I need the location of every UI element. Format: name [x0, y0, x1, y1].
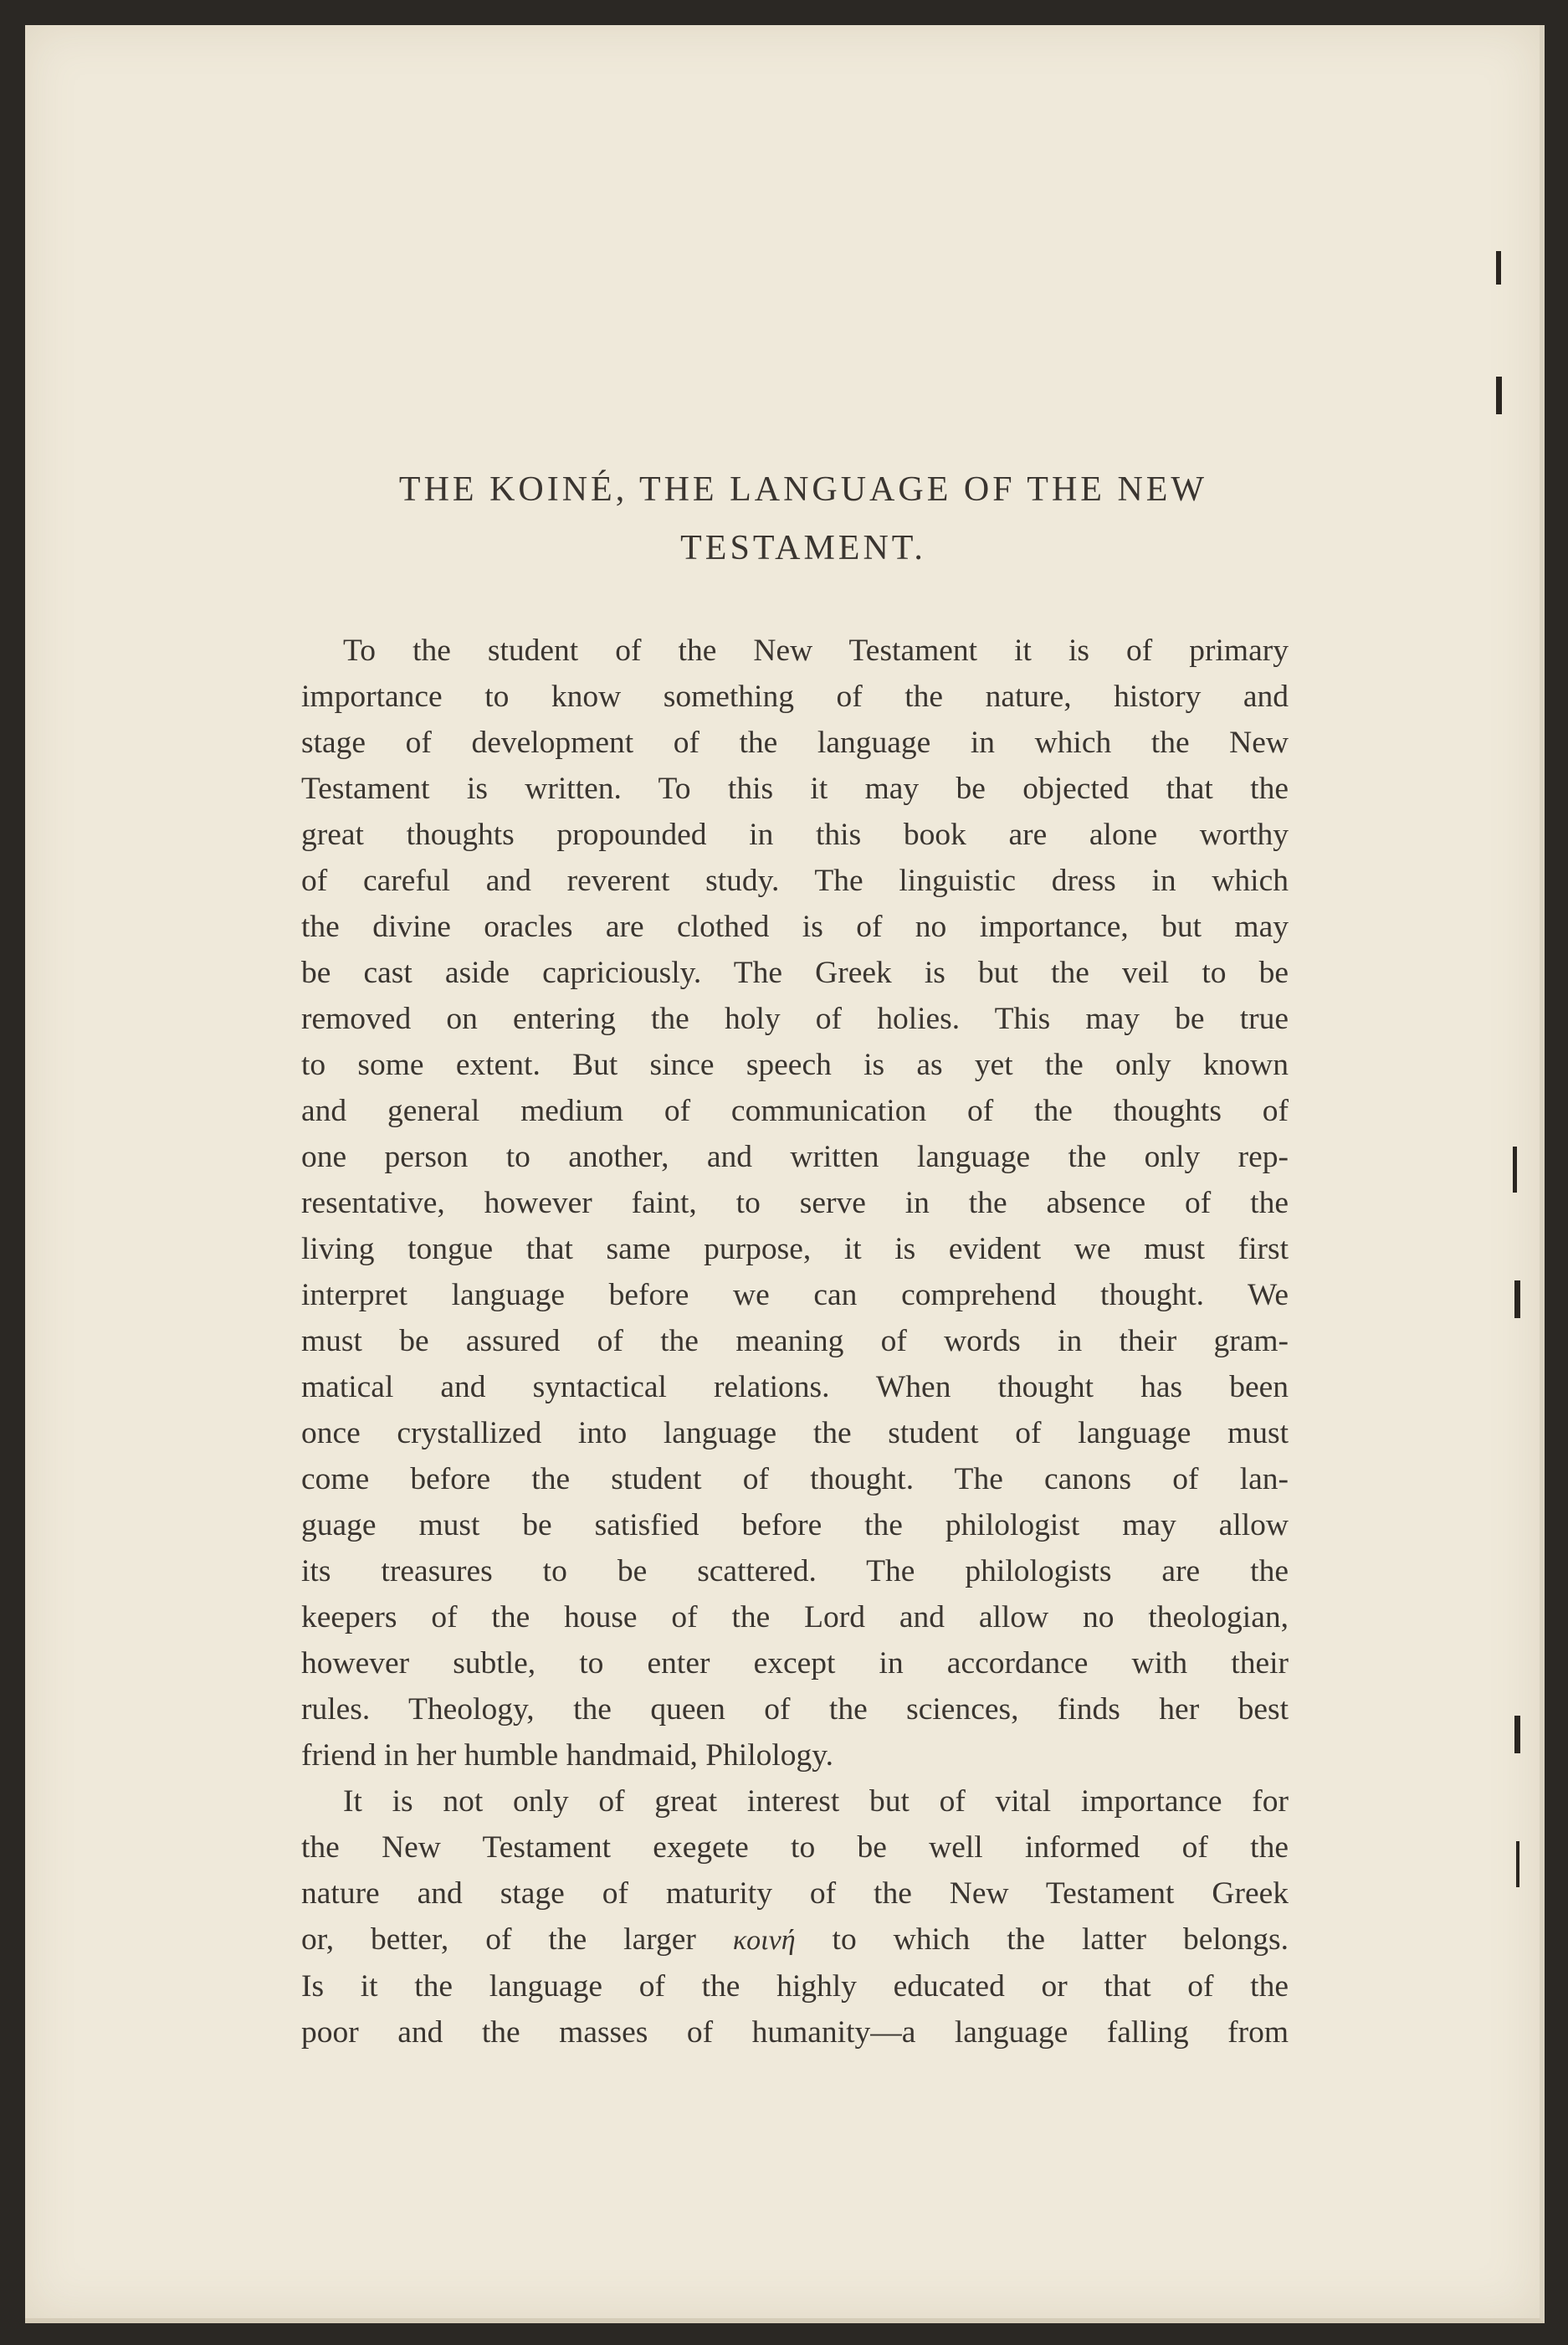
greek-word: κοινή	[732, 1925, 796, 1956]
paragraph-1	[301, 628, 1289, 1778]
text-line: the New Testament exegete to be well informed of the	[301, 1830, 1289, 1865]
text-line: rules. Theology, the queen of the sciences, finds her best	[301, 1692, 1289, 1727]
text-line: guage must be satisfied before the philologist may allow	[301, 1508, 1289, 1542]
text-line: the divine oracles are clothed is of no importance, but may	[301, 910, 1289, 944]
title-line-1: THE KOINÉ, THE LANGUAGE OF THE NEW	[398, 470, 1208, 509]
text-line: removed on entering the holy of holies. This may be true	[301, 1002, 1289, 1036]
text-line: friend in her humble handmaid, Philology.	[301, 1738, 833, 1773]
binding-mark	[1513, 1147, 1517, 1193]
text-line: importance to know something of the nature, history and	[301, 680, 1289, 714]
text-line: be cast aside capriciously. The Greek is but the veil to be	[301, 956, 1289, 990]
chapter-title	[301, 460, 1305, 577]
text-line: great thoughts propounded in this book are alone worthy	[301, 818, 1289, 852]
binding-mark	[1514, 1280, 1520, 1318]
text-line: matical and syntactical relations. When thought has been	[301, 1370, 1289, 1404]
text-line: resentative, however faint, to serve in the absence of the	[301, 1186, 1289, 1220]
text-line: To the student of the New Testament it is of primary	[343, 634, 1289, 668]
binding-mark	[1496, 251, 1501, 285]
text-line: of careful and reverent study. The linguistic dress in which	[301, 864, 1289, 898]
text-line: one person to another, and written language the only rep-	[301, 1140, 1289, 1174]
text-line: keepers of the house of the Lord and allow no theologian,	[301, 1600, 1289, 1634]
text-line: its treasures to be scattered. The philologists are the	[301, 1554, 1289, 1588]
text-line: stage of development of the language in which the New	[301, 726, 1289, 760]
text-line: nature and stage of maturity of the New Testament Greek	[301, 1876, 1289, 1911]
text-line: poor and the masses of humanity—a language falling from	[301, 2015, 1289, 2050]
text-line: Is it the language of the highly educated or that of the	[301, 1969, 1289, 2004]
text-line: to some extent. But since speech is as yet the only known	[301, 1048, 1289, 1082]
text-line: however subtle, to enter except in accordance with their	[301, 1646, 1289, 1680]
text-segment: to which the latter belongs.	[795, 1922, 1289, 1957]
scanned-page	[25, 25, 1545, 2323]
text-line: must be assured of the meaning of words in their gram-	[301, 1324, 1289, 1358]
title-line-2: TESTAMENT.	[680, 529, 926, 567]
text-line: and general medium of communication of the thoughts of	[301, 1094, 1289, 1128]
body-text	[301, 628, 1289, 2055]
text-line-with-greek	[301, 1917, 1289, 1963]
text-segment: or, better, of the larger	[301, 1922, 733, 1957]
text-line: living tongue that same purpose, it is evident we must first	[301, 1232, 1289, 1266]
text-line: come before the student of thought. The canons of lan-	[301, 1462, 1289, 1496]
text-line: interpret language before we can comprehend thought. We	[301, 1278, 1289, 1312]
paragraph-2	[301, 1778, 1289, 2055]
binding-mark	[1516, 1841, 1519, 1887]
text-line: It is not only of great interest but of vital importance for	[343, 1784, 1289, 1819]
text-line: Testament is written. To this it may be objected that the	[301, 772, 1289, 806]
text-line: once crystallized into language the student of language must	[301, 1416, 1289, 1450]
binding-mark	[1514, 1716, 1520, 1753]
binding-mark	[1496, 377, 1502, 414]
